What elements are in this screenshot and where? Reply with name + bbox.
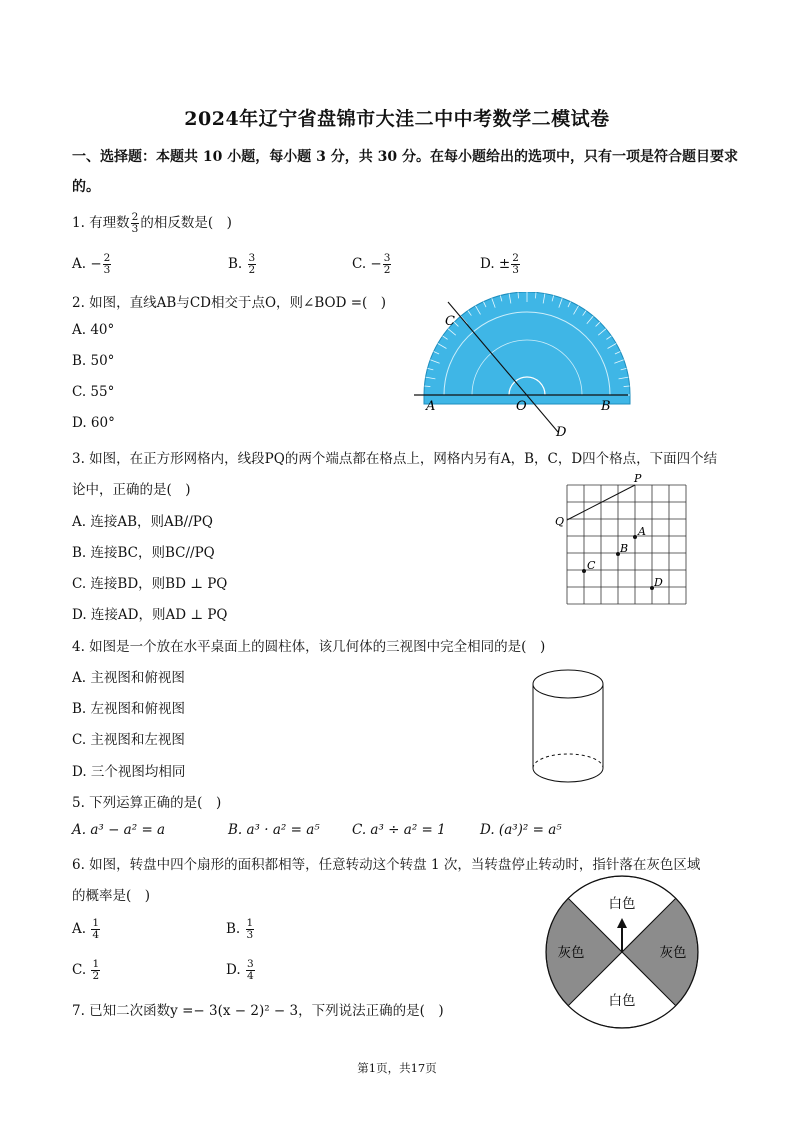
- q6-option-b: B. $\frac{1}{3}$: [226, 917, 254, 941]
- q1-option-a: A. − $\frac{2}{3}$: [72, 252, 111, 276]
- q4-option-c: C. 主视图和左视图: [72, 732, 185, 748]
- question-3-line2: 论中，正确的是( ): [72, 482, 191, 498]
- q5-option-c: C. a³ ÷ a² = 1: [352, 822, 446, 838]
- label-b: B: [601, 399, 611, 414]
- protractor-figure: [410, 292, 635, 440]
- question-1: [72, 211, 232, 235]
- spinner-figure: [544, 874, 700, 1030]
- q5-option-d: D. (a³)² = a⁵: [480, 822, 562, 838]
- cylinder-figure: [528, 664, 608, 790]
- section-header-line2: 的。: [72, 179, 100, 195]
- label-q: Q: [555, 515, 565, 528]
- grid-figure: [550, 468, 695, 613]
- question-4: 4. 如图是一个放在水平桌面上的圆柱体，该几何体的三视图中完全相同的是( ): [72, 639, 546, 655]
- q1-option-b: B. $\frac{3}{2}$: [228, 252, 256, 276]
- q3-option-b: B. 连接BC，则BC//PQ: [72, 545, 215, 561]
- q1-option-c: C. − $\frac{3}{2}$: [352, 252, 391, 276]
- q4-option-a: A. 主视图和俯视图: [72, 670, 185, 686]
- label-d: D: [556, 425, 567, 440]
- q3-option-a: A. 连接AB，则AB//PQ: [72, 514, 213, 530]
- cylinder-bottom-back: [533, 754, 603, 768]
- label-point-a: A: [638, 525, 646, 538]
- protractor-body: [424, 292, 630, 404]
- q3-option-d: D. 连接AD，则AD ⊥ PQ: [72, 607, 228, 623]
- sector-right-label: 灰色: [659, 945, 687, 961]
- sector-top-label: 白色: [608, 896, 636, 912]
- question-1-pre: 1. 有理数: [72, 215, 130, 231]
- q6-option-d: D. $\frac{3}{4}$: [226, 958, 254, 982]
- protractor-tick: [624, 386, 630, 387]
- question-7: 7. 已知二次函数y =− 3(x − 2)² − 3，下列说法正确的是( ): [72, 1003, 444, 1019]
- question-3-line1: 3. 如图，在正方形网格内，线段PQ的两个端点都在格点上，网格内另有A，B，C，D四个格点，下面四个结: [72, 451, 718, 467]
- label-o: O: [516, 399, 527, 414]
- question-1-post: 的相反数是( ): [140, 215, 232, 231]
- question-6-line1: 6. 如图，转盘中四个扇形的面积都相等，任意转动这个转盘 1 次，当转盘停止转动时，指针落在灰色区域: [72, 857, 701, 873]
- label-point-b: B: [620, 542, 629, 555]
- point-a: [633, 535, 637, 539]
- cylinder-top: [533, 670, 603, 698]
- point-c: [582, 569, 586, 573]
- protractor-tick: [424, 386, 430, 387]
- sector-bottom-label: 白色: [608, 993, 636, 1009]
- page-title: 2024年辽宁省盘锦市大洼二中中考数学二模试卷: [184, 108, 610, 130]
- question-2: 2. 如图，直线AB与CD相交于点O，则∠BOD =( ): [72, 295, 387, 311]
- protractor-tick: [535, 292, 536, 298]
- section-header-line1: 一、选择题：本题共 10 小题，每小题 3 分，共 30 分。在每小题给出的选项中，只有一项是符合题目要求: [72, 149, 738, 165]
- sector-left-label: 灰色: [557, 945, 585, 961]
- protractor-tick: [518, 292, 519, 298]
- q2-option-d: D. 60°: [72, 415, 115, 431]
- q6-option-a: A. $\frac{1}{4}$: [72, 917, 100, 941]
- q5-option-b: B. a³ · a² = a⁵: [228, 822, 320, 838]
- label-point-d: D: [654, 576, 663, 589]
- cylinder-bottom-front: [533, 768, 603, 782]
- label-a: A: [426, 399, 436, 414]
- q2-option-a: A. 40°: [72, 322, 115, 338]
- q2-option-c: C. 55°: [72, 384, 115, 400]
- q5-option-a: A. a³ − a² = a: [72, 822, 166, 838]
- q4-option-d: D. 三个视图均相同: [72, 764, 186, 780]
- label-c: C: [445, 314, 455, 329]
- question-5: 5. 下列运算正确的是( ): [72, 795, 222, 811]
- q1-option-d: D. ± $\frac{2}{3}$: [480, 252, 519, 276]
- q6-option-c: C. $\frac{1}{2}$: [72, 958, 100, 982]
- page-footer: 第1页，共17页: [357, 1061, 437, 1075]
- q2-option-b: B. 50°: [72, 353, 115, 369]
- label-p: P: [634, 472, 642, 485]
- q3-option-c: C. 连接BD，则BD ⊥ PQ: [72, 576, 228, 592]
- q4-option-b: B. 左视图和俯视图: [72, 701, 186, 717]
- question-1-fraction: $\frac{2}{3}$: [131, 211, 139, 235]
- question-6-line2: 的概率是( ): [72, 888, 151, 904]
- label-point-c: C: [587, 559, 596, 572]
